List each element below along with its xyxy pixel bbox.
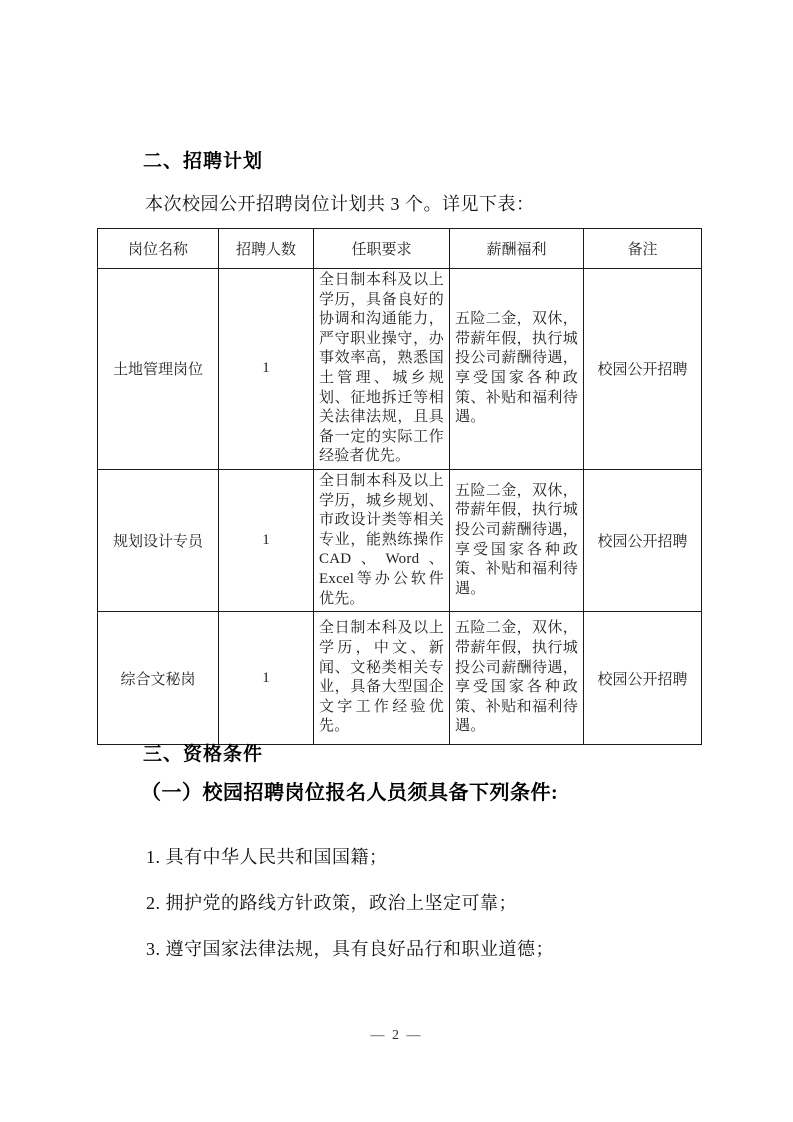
benefits-cell: 五险二金，双休，带薪年假，执行城投公司薪酬待遇，享受国家各种政策、补贴和福利待遇。 — [450, 269, 584, 470]
recruitment-table-container — [97, 228, 701, 745]
qualifications-subheading: （一）校园招聘岗位报名人员须具备下列条件: — [141, 782, 559, 804]
table-row — [98, 269, 702, 470]
requirements-cell: 全日制本科及以上学历，城乡规划、市政设计类等相关专业，能熟练操作CAD、Word、Excel等办公软件优先。 — [314, 469, 450, 611]
section-recruitment-plan-heading: 二、招聘计划 — [143, 151, 264, 172]
position-name-cell: 综合文秘岗 — [98, 612, 219, 745]
column-header-benefits: 薪酬福利 — [450, 229, 584, 269]
condition-item: 3. 遵守国家法律法规，具有良好品行和职业道德； — [146, 939, 554, 959]
table-header-row — [98, 229, 702, 269]
benefits-cell: 五险二金，双休，带薪年假，执行城投公司薪酬待遇，享受国家各种政策、补贴和福利待遇。 — [450, 612, 584, 745]
section-qualifications-heading: 三、资格条件 — [143, 744, 264, 765]
column-header-requirements: 任职要求 — [314, 229, 450, 269]
recruitment-table — [97, 228, 702, 745]
column-header-headcount: 招聘人数 — [219, 229, 314, 269]
condition-item: 2. 拥护党的路线方针政策，政治上坚定可靠； — [146, 893, 517, 913]
condition-item: 1. 具有中华人民共和国国籍； — [146, 847, 388, 867]
note-cell: 校园公开招聘 — [584, 469, 702, 611]
headcount-cell: 1 — [219, 469, 314, 611]
column-header-position: 岗位名称 — [98, 229, 219, 269]
headcount-cell: 1 — [219, 269, 314, 470]
benefits-cell: 五险二金，双休，带薪年假，执行城投公司薪酬待遇，享受国家各种政策、补贴和福利待遇。 — [450, 469, 584, 611]
requirements-cell: 全日制本科及以上学历，具备良好的协调和沟通能力，严守职业操守，办事效率高，熟悉国土管理、城乡规划、征地拆迁等相关法律法规，且具备一定的实际工作经验者优先。 — [314, 269, 450, 470]
note-cell: 校园公开招聘 — [584, 612, 702, 745]
requirements-cell: 全日制本科及以上学历，中文、新闻、文秘类相关专业，具备大型国企文字工作经验优先。 — [314, 612, 450, 745]
table-row — [98, 469, 702, 611]
headcount-cell: 1 — [219, 612, 314, 745]
page-number: — 2 — — [370, 1028, 423, 1043]
position-name-cell: 规划设计专员 — [98, 469, 219, 611]
recruitment-plan-intro: 本次校园公开招聘岗位计划共 3 个。详见下表： — [145, 194, 535, 214]
column-header-note: 备注 — [584, 229, 702, 269]
note-cell: 校园公开招聘 — [584, 269, 702, 470]
table-row — [98, 612, 702, 745]
position-name-cell: 土地管理岗位 — [98, 269, 219, 470]
